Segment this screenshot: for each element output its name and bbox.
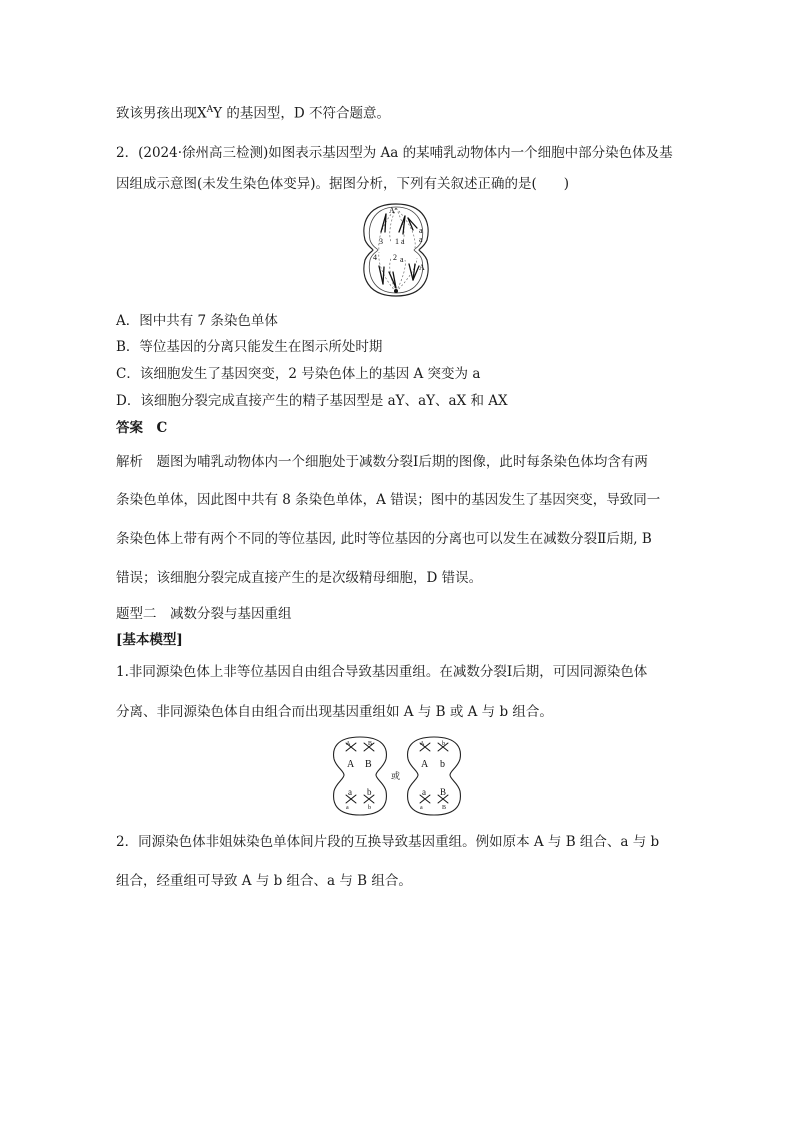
recombination-figure (330, 735, 464, 817)
fig2-left-bottom-a: a (348, 787, 352, 797)
fig1-label-4: a (401, 237, 405, 246)
line-0-text: 致该男孩出现X (116, 105, 207, 122)
question-2-line-1: 2．(2024·徐州高三检测)如图表示基因型为 Aa 的某哺乳动物体内一个细胞中部分染色体及基 (116, 145, 673, 161)
explanation-line-2: 条染色单体，因此图中共有 8 条染色单体，A 错误；图中的基因发生了基因突变，导致同一 (116, 492, 661, 508)
fig1-label-9: A (419, 263, 425, 272)
point-1-line-2: 分离、非同源染色体自由组合而出现基因重组如 A 与 B 或 A 与 b 组合。 (116, 704, 553, 720)
fig1-label-5: a (419, 235, 423, 244)
option-c: C．该细胞发生了基因突变，2 号染色体上的基因 A 突变为 a (116, 366, 481, 382)
option-d: D．该细胞分裂完成直接产生的精子基因型是 aY、aY、aX 和 AX (116, 393, 508, 409)
fig2-right-top-a: A (421, 759, 429, 770)
point-2-line-2: 组合，经重组可导致 A 与 b 组合、a 与 B 组合。 (116, 873, 412, 889)
cell-division-figure (355, 200, 437, 300)
explanation-line-1 (116, 452, 648, 472)
point-1-line-1: 1.非同源染色体上非等位基因自由组合导致基因重组。在减数分裂Ⅰ后期，可因同源染色体 (116, 664, 648, 680)
text-line-0 (116, 100, 390, 124)
fig2-right-bottom-small-a: a (420, 805, 423, 811)
question-2-line-2: 因组成示意图(未发生染色体变异)。据图分析，下列有关叙述正确的是( ) (116, 176, 570, 192)
fig2-left-bottom-small-b: b (368, 805, 371, 811)
fig1-label-7: 2 (393, 253, 397, 262)
fig1-label-6: 4 (373, 253, 377, 262)
explanation-text-1: 解析 题图为哺乳动物体内一个细胞处于减数分裂Ⅰ后期的图像，此时每条染色体均含有两 (116, 454, 648, 470)
fig1-label-3: 1 (395, 237, 399, 246)
fig1-label-0: A (389, 206, 395, 215)
answer: 答案 C (116, 420, 168, 436)
explanation-line-3: 条染色体上带有两个不同的等位基因, 此时等位基因的分离也可以发生在减数分裂Ⅱ后期, B (116, 531, 652, 547)
option-b: B．等位基因的分离只能发生在图示所处时期 (116, 339, 383, 355)
fig2-right-top-small-b: b (442, 741, 445, 747)
explanation-line-4: 错误；该细胞分裂完成直接产生的是次级精母细胞，D 错误。 (116, 570, 483, 586)
fig2-left-top-a: A (347, 759, 355, 770)
fig2-right-top-small-a: A (420, 741, 425, 747)
option-a: A．图中共有 7 条染色单体 (116, 313, 278, 329)
fig1-label-1: a (419, 226, 423, 235)
fig2-left-top-small-a: A (346, 741, 351, 747)
fig2-left-top-b: B (365, 759, 372, 770)
fig2-right-bottom-a: a (422, 787, 426, 797)
fig2-right-bottom-small-b: B (442, 805, 447, 811)
fig2-left-top-small-b: B (368, 741, 373, 747)
fig2-right-top-b: b (440, 759, 445, 770)
fig2-or-label: 或 (391, 771, 401, 781)
superscript-a: A (206, 105, 214, 115)
line-0-tail: Y 的基因型，D 不符合题意。 (213, 105, 390, 122)
section-heading: 题型二 减数分裂与基因重组 (116, 606, 292, 622)
fig2-left-bottom-small-a: a (346, 805, 349, 811)
fig1-label-8: a (400, 255, 404, 264)
fig2-left-bottom-b: b (367, 787, 372, 797)
point-2-line-1: 2．同源染色体非姐妹染色单体间片段的互换导致基因重组。例如原本 A 与 B 组合、a 与 b (116, 834, 660, 850)
basic-model-label: [基本模型] (116, 632, 183, 648)
fig2-right-bottom-b: B (440, 787, 447, 797)
fig1-label-2: 3 (379, 237, 383, 246)
